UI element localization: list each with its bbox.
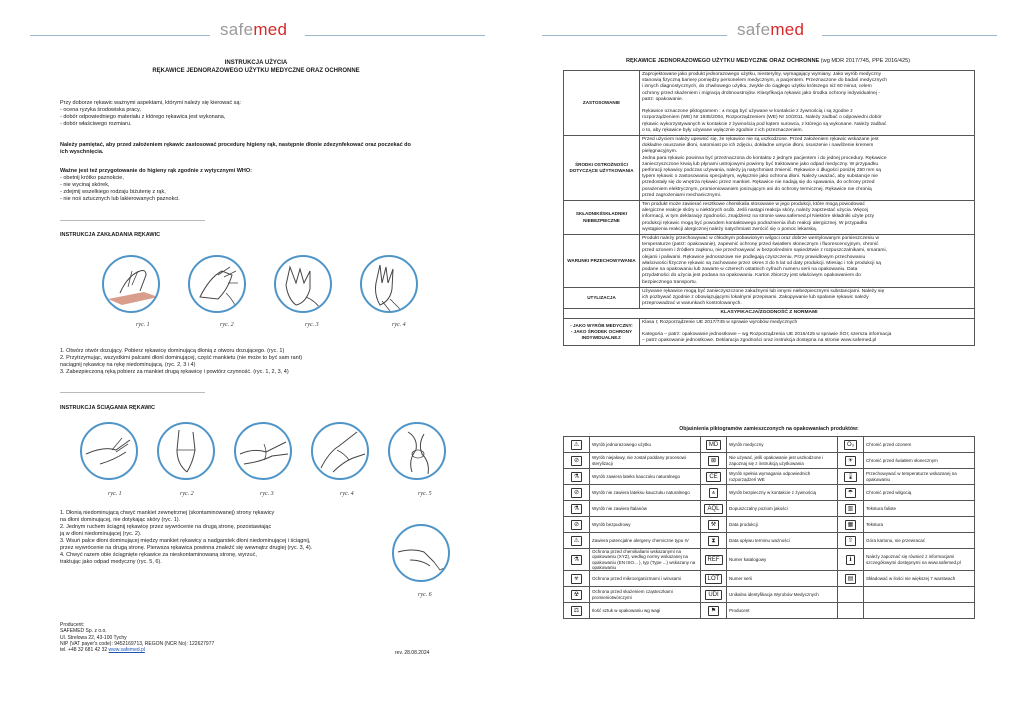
pictogram-icon <box>701 501 727 517</box>
row-line: patrz: opakowanie. <box>642 96 684 102</box>
figure-caption: ryc. 4 <box>340 491 354 497</box>
pictogram-label: Zawiera potencjalne alergeny chemiczne typu IV <box>590 533 701 549</box>
row-line: alergiczne reakcje skóry u niektórych osób. Jeśli nastąpi reakcja skóry, należy zaprzestać użycia. Więcej <box>642 208 869 214</box>
row-header: ZASTOSOWANIE <box>564 71 640 136</box>
row-body <box>640 201 975 235</box>
donning-illustration-4 <box>360 255 418 313</box>
row-line: typem rękawic o zastosowaniu specjalnym, wyłącznie jako ochrona dłoni. Należy uważać, aby substancje nie <box>642 174 878 180</box>
row-line: olejami i paliwami. Rękawice jednorazowe nie podlegają czyszczeniu. Przy prawidłowym przechowaniu <box>642 254 866 260</box>
revision-label: rev. 28.08.2024 <box>395 650 430 656</box>
doffing-steps <box>60 510 400 566</box>
pictogram-icon <box>701 587 727 603</box>
pictogram-row <box>564 571 975 587</box>
website-link[interactable]: www.safemed.pl <box>108 647 145 654</box>
classification-title-row <box>564 309 975 318</box>
who-block <box>60 168 460 203</box>
pictogram-icon <box>564 603 590 619</box>
spec-row <box>564 287 975 309</box>
pictogram-label: Ilość sztuk w opakowaniu wg wagi <box>590 603 701 619</box>
pictogram-label: Składować w ilości nie większej 7 warstwach <box>864 571 975 587</box>
notice-line: Należy pamiętać, aby przed założeniem rękawic zastosować procedurę higieny rąk, następnie dłonie zdezynfekować oraz poczekać do <box>60 142 411 148</box>
row-body <box>640 287 975 309</box>
pictogram-symbol: ⩚ <box>709 488 718 498</box>
pictogram-icon <box>564 469 590 485</box>
pictogram-symbol: ▦ <box>845 520 857 530</box>
pictogram-icon <box>701 437 727 453</box>
class-ppe-text: – patrz opakowanie jednostkowe. Deklaracja zgodności oraz instrukcja dostępna na stronie www.safemed.pl <box>642 337 877 343</box>
pictogram-symbol: ℹ <box>846 555 854 565</box>
pictogram-icon <box>838 603 864 619</box>
pictogram-symbol: UDI <box>705 590 721 600</box>
header-rule-left <box>30 35 210 36</box>
pictogram-label: Przechowywać w temperaturze wskazanej na opakowaniu <box>864 469 975 485</box>
pictogram-symbol: ⚠ <box>571 440 582 450</box>
pictogram-row <box>564 517 975 533</box>
step-line: 4. Chwyć razem obie ściągnięte rękawice za nieskontaminowaną stronę, wyrzuć, <box>60 552 257 558</box>
pictogram-label: Wyrób bezpieczny w kontakcie z żywnością <box>727 485 838 501</box>
row-line: stanowią fizyczną barierę pomiędzy personelem medycznym, a pacjentem. Przeznaczone do badań medycznych <box>642 78 887 84</box>
step-line: 3. Wsuń palce dłoni dominującej między mankiet rękawicy a nadgarstek dłoni niedominującej i ściągnij, <box>60 538 311 544</box>
pictogram-row <box>564 603 975 619</box>
pictogram-icon <box>701 603 727 619</box>
pictogram-table <box>563 436 975 619</box>
pictogram-label: Wyrób medyczny <box>727 437 838 453</box>
row-line: przed zagrożeniami mechanicznymi. <box>642 192 722 198</box>
step-line: naciągnij rękawicę na rękę niedominującą. (ryc. 2, 3 i 4) <box>60 362 196 368</box>
step-line: 2. Przytrzymując, wszystkimi palcami dłoni dominującej, część mankietu (nie może to być sam rant) <box>60 355 303 361</box>
row-line: Jedna para rękawic powinna być przeznaczona do kontaktu z jednym pacjentem i do jednej procedury. Rękawice <box>642 155 887 161</box>
row-header: WARUNKI PRZECHOWYWANIA <box>564 235 640 288</box>
pictogram-label: Wyrób niejałowy, nie został poddany procesowi sterylizacji <box>590 453 701 469</box>
row-line: przydatności do użycia jest podana na opakowaniu. Karton zbiorczy jest właściwym opakowaniem do <box>642 273 861 279</box>
spec-row <box>564 235 975 288</box>
header-rule-left <box>542 35 727 36</box>
pictogram-symbol: REF <box>705 555 723 565</box>
row-body <box>640 235 975 288</box>
header-rule-right <box>305 35 485 36</box>
pictogram-label: Wyrób spełnia wymagania odpowiednich rozporządzeń WE <box>727 469 838 485</box>
pictogram-label: Tekstura faliste <box>864 501 975 517</box>
pictogram-symbol: ⚑ <box>708 606 719 616</box>
notice-line: ich wyschnięcia. <box>60 149 104 155</box>
figure-caption: ryc. 6 <box>418 592 432 598</box>
pictogram-label: Góra kartonu, nie przewracać <box>864 533 975 549</box>
pictogram-symbol: ☢ <box>571 590 582 600</box>
class-header-md: - JAKO WYRÓB MEDYCZNY: <box>570 322 633 328</box>
doffing-title: INSTRUKCJA ŚCIĄGANIA RĘKAWIC <box>60 405 155 411</box>
figure-caption: ryc. 2 <box>180 491 194 497</box>
intro-line: - dobór właściwego rozmiaru. <box>60 121 132 127</box>
intro-line: Przy doborze rękawic ważnymi aspektami, którymi należy się kierować są: <box>60 100 241 106</box>
step-line: 3. Zabezpieczoną ręką pobierz za mankiet drugą rękawicę i powtórz czynność. (ryc. 1, 2, 3, 4) <box>60 369 289 375</box>
doffing-illustration-3 <box>234 422 292 480</box>
pictogram-label: Nie używać, jeśli opakowanie jest uszkodzone i zapoznaj się z instrukcją użytkowania <box>727 453 838 469</box>
row-line: Zaprojektowane jako produkt jednorazowego użytku, niesterylny, wymagający wymiany. Jako wyrób medyczny <box>642 72 882 77</box>
pictogram-icon <box>564 501 590 517</box>
row-line: przed ozonem i źródłem zapłonu, nie przechowywać w bezpośrednim sąsiedztwie z rozpuszczalnikami, smarami, <box>642 248 887 254</box>
row-line: perforacji rękawicy podczas używania, należy ją natychmiast zmienić. Rękawice o długości poniżej 250 mm są <box>642 168 881 174</box>
figure-caption: ryc. 3 <box>305 322 319 328</box>
pictogram-symbol: ⚗ <box>571 504 582 514</box>
producer-line: Ul. Strelowa 22, 43-100 Tychy <box>60 634 127 641</box>
pictogram-label: Wyrób bezpudrowy <box>590 517 701 533</box>
pictogram-row <box>564 587 975 603</box>
pictogram-label: Wyrób jednorazowego użytku <box>590 437 701 453</box>
spec-row <box>564 136 975 201</box>
pictogram-icon <box>564 549 590 571</box>
pictogram-title: Objaśnienia piktogramów zamieszczonych na opakowaniach produktów: <box>679 426 859 432</box>
pictogram-row <box>564 501 975 517</box>
class-md-text: Klasa I; Rozporządzenie UE 2017/745 w sprawie wyrobów medycznych <box>642 319 798 325</box>
pictogram-symbol: AQL <box>704 504 722 514</box>
pictogram-symbol: ⧗ <box>708 536 718 546</box>
pictogram-symbol: ⚒ <box>708 520 719 530</box>
who-title: Ważne jest też przygotowanie do higieny rąk zgodnie z wytycznymi WHO: <box>60 168 253 174</box>
figure-caption: ryc. 1 <box>136 322 150 328</box>
row-line: pielęgnacyjnym. <box>642 149 678 155</box>
pictogram-symbol: MD <box>706 440 721 450</box>
row-line: o to, aby rękawice były używane wyłącznie zgodnie z ich przeznaczeniem. <box>642 127 803 133</box>
pictogram-symbol: ▤ <box>845 574 857 584</box>
pictogram-symbol: ▥ <box>845 504 857 514</box>
step-line: 1. Dłonią niedominującą chwyć mankiet zewnętrznej (skontaminowanej) strony rękawicy <box>60 510 275 516</box>
pictogram-label: Chronić przed wilgocią <box>864 485 975 501</box>
row-header: UTYLIZACJA <box>564 287 640 309</box>
pictogram-icon <box>701 549 727 571</box>
who-line: - nie wycinaj skórek, <box>60 182 110 188</box>
spec-heading-main: RĘKAWICE JEDNORAZOWEGO UŻYTKU MEDYCZNE ORAZ OCHRONNE <box>625 58 820 64</box>
pictogram-label: Tekstura <box>864 517 975 533</box>
pictogram-label: Wyrób nie zawiera ftalanów <box>590 501 701 517</box>
donning-steps <box>60 348 480 376</box>
figure-caption: ryc. 3 <box>260 491 274 497</box>
pictogram-symbol: ⚗ <box>571 472 582 482</box>
pictogram-symbol: ⊠ <box>708 456 719 466</box>
donning-illustration-1 <box>102 255 160 313</box>
pictogram-label: Wyrób nie zawiera lateksu kauczuku naturalnego <box>590 485 701 501</box>
spec-row <box>564 201 975 235</box>
step-line: 1. Otwórz otwór dozujący. Pobierz rękawicę dominującą dłonią z otworu dozującego. (ryc. 1) <box>60 348 285 354</box>
pictogram-row <box>564 533 975 549</box>
doc-title: INSTRUKCJA UŻYCIA <box>224 60 288 66</box>
row-line: porażeniem elektrycznym, promieniowaniem jonizującym ani do ochrony termicznej. Rękawice nie chronią <box>642 186 872 192</box>
row-line: informacji, w tym deklarację zgodności, znajdziesz na stronie www.safemed.pl Niektóre składniki użyte przy <box>642 214 875 220</box>
pictogram-icon <box>838 485 864 501</box>
pictogram-icon <box>564 437 590 453</box>
row-line: podane na opakowaniu lub zawarte w czterech ostatnich cyfrach numeru serii na opakowaniu. Data <box>642 267 858 273</box>
pictogram-icon <box>838 501 864 517</box>
figure-caption: ryc. 4 <box>392 322 406 328</box>
pictogram-icon <box>701 485 727 501</box>
row-header: SKŁADNIKI/SKŁADNIKI NIEBEZPIECZNE <box>564 201 640 235</box>
pictogram-icon <box>838 533 864 549</box>
pictogram-symbol: ⚗ <box>571 555 582 565</box>
who-line: - obetnij krótko paznokcie, <box>60 175 124 181</box>
pictogram-icon <box>838 517 864 533</box>
pictogram-label: Data produkcji <box>727 517 838 533</box>
doffing-illustration-6 <box>392 524 450 582</box>
step-line: ją w dłoni niedominującej (ryc. 2). <box>60 531 142 537</box>
row-line: ich pozbywać zgodnie z obowiązującymi lokalnymi przepisami. Zakopywanie lub spalanie rękawic należy <box>642 294 869 300</box>
row-line: dokładne osuszanie dłoni, natomiast po ich zdjęciu, dokładne umycie dłoni, osuszenie i nawilżenie kremem <box>642 143 874 149</box>
pictogram-icon <box>564 485 590 501</box>
pictogram-label: Ochrona przed skażeniem cząsteczkami promieniotwórczymi <box>590 587 701 603</box>
pictogram-symbol: ☂ <box>845 488 856 498</box>
divider <box>60 392 205 393</box>
pictogram-row <box>564 549 975 571</box>
row-line: produkcji rękawic mogą być powodem kontaktowego podrażnienia i/lub reakcji alergicznej. W przypadku <box>642 220 868 226</box>
pictogram-icon <box>701 517 727 533</box>
pictogram-row <box>564 485 975 501</box>
figure-caption: ryc. 5 <box>418 491 432 497</box>
doc-subtitle: RĘKAWICE JEDNORAZOWEGO UŻYTKU MEDYCZNE ORAZ OCHRONNE <box>152 68 360 74</box>
pictogram-icon <box>564 517 590 533</box>
pictogram-label: Chronić przed ozonem <box>864 437 975 453</box>
pictogram-row <box>564 469 975 485</box>
row-line: Produkt należy przechowywać w chłodnym pobawionym wilgoci oraz dobrze wentylowanym pomieszczeniu w <box>642 236 880 242</box>
pictogram-symbol: ☣ <box>571 574 582 584</box>
classification-row <box>564 318 975 346</box>
step-line: przez wywrócenie na drugą stronę. Pierwsza rękawica powinna znaleźć się wewnątrz drugiej (ryc. 3, 4). <box>60 545 313 551</box>
pictogram-icon <box>564 533 590 549</box>
step-line: traktując jako odpad medyczny (ryc. 5, 6). <box>60 559 162 565</box>
row-line: bezpiecznego transportu. <box>642 279 697 285</box>
pictogram-row <box>564 437 975 453</box>
pictogram-symbol: ⊘ <box>571 488 582 498</box>
figure-caption: ryc. 2 <box>220 322 234 328</box>
pictogram-icon <box>564 571 590 587</box>
donning-illustration-2 <box>188 255 246 313</box>
pictogram-label <box>864 587 975 603</box>
doffing-illustration-2 <box>157 422 215 480</box>
pictogram-symbol: ⊘ <box>571 520 582 530</box>
row-body <box>640 318 975 346</box>
class-ppe-text: Kategoria – patrz: opakowanie jednostkowe – wg Rozporządzenia UE 2016/425 w sprawie ŚOI; szersza informacja <box>642 331 892 337</box>
intro-line: - ocena ryzyka środowiska pracy, <box>60 107 141 113</box>
producer-line: NIP (VAT payer's code): 9452169713, REGON (NCR No): 122627977 <box>60 640 215 647</box>
doffing-illustration-4 <box>311 422 369 480</box>
producer-block <box>60 622 360 653</box>
pictogram-label: Ochrona przed chemikaliami wskazanymi na opakowaniu (XYZ), według normy wskazanej na opakowaniu (EN ISO... ), typ (Type ...) wskazany na opakowaniu <box>590 549 701 571</box>
safemed-logo: safemed <box>737 20 805 39</box>
row-line: i innych diagnostycznych, do chwilowego użytku, zwykle do ciągłego użytku krótszego niż 60 minut, celem <box>642 84 872 90</box>
spec-heading-regs: (wg MDR 2017/745, PPE 2016/425) <box>819 58 911 64</box>
pictogram-symbol: ⇧ <box>845 536 856 546</box>
pictogram-icon <box>838 571 864 587</box>
divider <box>60 220 205 221</box>
pictogram-icon <box>564 453 590 469</box>
pictogram-label: Data upływu terminu ważności <box>727 533 838 549</box>
safemed-logo: safemed <box>220 20 288 39</box>
who-line: - nie noś sztucznych lub lakierowanych paznokci. <box>60 196 180 202</box>
class-header-ppe: - JAKO ŚRODEK OCHRONY INDYWIDUALNEJ: <box>570 328 633 340</box>
header-rule-right <box>822 35 997 36</box>
producer-line: SAFEMED Sp. z o.o. <box>60 628 107 635</box>
row-line: rękawic wykorzystywanych w kontakcie z żywnością pod kątem surowca, z którego są wykonane. Należy zadbać <box>642 121 887 127</box>
donning-illustration-3 <box>274 255 332 313</box>
pictogram-icon <box>838 453 864 469</box>
spec-row <box>564 71 975 136</box>
row-line: wystąpienia reakcji alergicznej należy natychmiast zwrócić się o pomoc lekarską. <box>642 226 818 232</box>
doffing-illustration-1 <box>80 422 138 480</box>
pictogram-icon <box>701 571 727 587</box>
pictogram-icon <box>838 469 864 485</box>
intro-line: - dobór odpowiedniego materiału z którego rękawica jest wykonana, <box>60 114 226 120</box>
row-line: właściwości fizyczne rękawic są zachowane przez okres 3 do 5 lat od daty produkcji. Miesiąc i rok produkcji są <box>642 260 881 266</box>
row-line: przeprowadzać w warunkach kontrolowanych. <box>642 301 742 307</box>
notice-block <box>60 142 460 156</box>
pictogram-label: Wyrób zawiera lateks kauczuku naturalnego <box>590 469 701 485</box>
step-line: na dłoni dominującej, nie dotykając skóry (ryc. 1). <box>60 517 181 523</box>
row-body <box>640 136 975 201</box>
donning-title: INSTRUKCJA ZAKŁADANIA RĘKAWIC <box>60 232 161 238</box>
pictogram-label: Numer katalogowy <box>727 549 838 571</box>
pictogram-symbol: CE <box>706 472 720 482</box>
row-line: rozporządzeniem (WE) Nr 1935/2004, Rozporządzeniem (WE) Nr 10/2011. Należy zadbać o odpowiedni dobór <box>642 115 882 121</box>
pictogram-label: Numer serii <box>727 571 838 587</box>
step-line: 2. Jednym ruchem ściągnij rękawicę przez wywrócenie na drugą stronę, pozostawiając <box>60 524 272 530</box>
row-line: Rękawice oznaczone piktogramem : ⩚ mogą być używane w kontakcie z żywnością i są zgodne z <box>642 109 853 115</box>
intro-block <box>60 100 460 128</box>
spec-heading <box>512 58 1024 64</box>
pictogram-label: Ochrona przed mikroorganizmami i wirusami <box>590 571 701 587</box>
row-line: przedostały się do wnętrza rękawic przez mankiet. Rękawice nie nadają się do spawania, do ochrony przed <box>642 180 875 186</box>
who-line: - zdejmij wszelkiego rodzaju biżuterię z rąk, <box>60 189 166 195</box>
pictogram-symbol: O₃ <box>844 440 857 450</box>
pictogram-symbol: ⚖ <box>571 606 582 616</box>
row-line: temperaturze (patrz: opakowanie), zapewnić ochronę przed światłem słonecznym i fluorescencyjnym, chronić <box>642 242 879 248</box>
figure-caption: ryc. 1 <box>108 491 122 497</box>
row-line: ochrony przed skażeniem i migracją drobnoustrojów. Klasyfikacja rękawic jako środka ochrony indywidualnej - <box>642 90 880 96</box>
pictogram-icon <box>838 549 864 571</box>
pictogram-label <box>864 603 975 619</box>
pictogram-symbol: ⚠ <box>571 536 582 546</box>
row-header: ŚRODKI OSTROŻNOŚCI DOTYCZĄCE UŻYTKOWANIA <box>564 136 640 201</box>
producer-line: Producent: <box>60 622 85 628</box>
row-body <box>640 71 975 136</box>
pictogram-symbol: ⊘ <box>571 456 582 466</box>
row-line: Przed użyciem należy upewnić się, że rękawice nie są uszkodzone. Przed założeniem rękawic wskazane jest <box>642 137 879 143</box>
pictogram-icon <box>838 437 864 453</box>
pictogram-icon <box>564 587 590 603</box>
pictogram-label: Chronić przed światłem słonecznym <box>864 453 975 469</box>
pictogram-symbol: 🌡 <box>844 472 858 482</box>
contact-line <box>60 647 360 653</box>
row-line: Ten produkt może zawierać resztkowe chemikalia stosowane w jego produkcji, które mogą powodować <box>642 202 865 208</box>
pictogram-symbol: ☀ <box>845 456 856 466</box>
phone: tel. +48 32 681 42 32 <box>60 647 109 654</box>
row-header <box>564 318 640 346</box>
pictogram-label: Należy zapoznać się również z informacjami szczegółowymi dostępnymi na www.safemed.pl <box>864 549 975 571</box>
pictogram-label: Producent <box>727 603 838 619</box>
spec-table <box>563 70 975 346</box>
pictogram-symbol: LOT <box>705 574 723 584</box>
pictogram-label: Dopuszczalny poziom jakości <box>727 501 838 517</box>
pictogram-icon <box>701 469 727 485</box>
doffing-illustration-5 <box>388 422 446 480</box>
pictogram-icon <box>701 533 727 549</box>
row-line: zanieczyszczone krwią lub płynami ustrojowymi powinny być traktowane jako odpad medyczny. W przypadku <box>642 161 879 167</box>
pictogram-icon <box>838 587 864 603</box>
row-line: Używane rękawice mogą być zanieczyszczone zakaźnymi lub innymi niebezpiecznymi substancjami. Należy się <box>642 288 885 294</box>
pictogram-label: Unikalna identyfikacja Wyrobów Medycznych <box>727 587 838 603</box>
classification-title: KLASYFIKACJA/ZGODNOŚĆ Z NORMAMI <box>564 309 975 318</box>
pictogram-icon <box>701 453 727 469</box>
pictogram-row <box>564 453 975 469</box>
